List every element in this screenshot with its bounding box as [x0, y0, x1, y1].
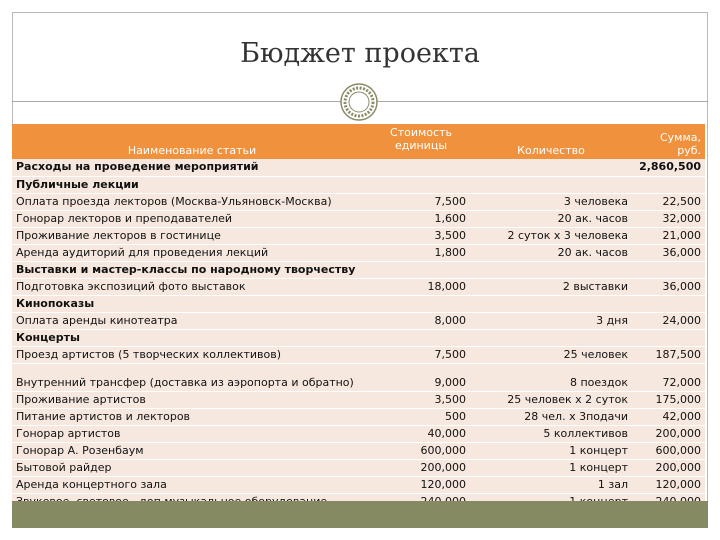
- cell-name: Публичные лекции: [12, 176, 372, 193]
- cell-unit-cost: [372, 329, 470, 346]
- table-row: [12, 312, 705, 329]
- cell-sum: [632, 176, 705, 193]
- cell-name: Аренда аудиторий для проведения лекций: [12, 244, 372, 261]
- budget-table: [12, 124, 705, 511]
- cell-name: Питание артистов и лекторов: [12, 408, 372, 425]
- cell-quantity: 20 ак. часов: [470, 244, 632, 261]
- table-row: [12, 176, 705, 193]
- cell-unit-cost: [372, 261, 470, 278]
- cell-unit-cost: 1,800: [372, 244, 470, 261]
- cell-name: Бытовой райдер: [12, 459, 372, 476]
- cell-name: Гонорар артистов: [12, 425, 372, 442]
- slide-title: Бюджет проекта: [240, 38, 480, 69]
- cell-unit-cost: 7,500: [372, 346, 470, 363]
- cell-quantity: [470, 329, 632, 346]
- table-row: [12, 261, 705, 278]
- cell-unit-cost: 1,600: [372, 210, 470, 227]
- cell-name: Кинопоказы: [12, 295, 372, 312]
- wreath-emblem-icon: [339, 82, 379, 122]
- cell-sum: 200,000: [632, 425, 705, 442]
- cell-unit-cost: 500: [372, 408, 470, 425]
- table-header-row: [12, 124, 705, 159]
- cell-quantity: 8 поездок: [470, 363, 632, 391]
- cell-name: Оплата проезда лекторов (Москва-Ульяновск-Москва): [12, 193, 372, 210]
- cell-unit-cost: 3,500: [372, 391, 470, 408]
- table-row: [12, 363, 705, 391]
- cell-name: Подготовка экспозиций фото выставок: [12, 278, 372, 295]
- cell-quantity: 1 концерт: [470, 442, 632, 459]
- cell-quantity: [470, 295, 632, 312]
- cell-sum: [632, 261, 705, 278]
- cell-quantity: [470, 159, 632, 176]
- table-body: [12, 159, 705, 510]
- cell-unit-cost: 9,000: [372, 363, 470, 391]
- cell-quantity: [470, 176, 632, 193]
- cell-unit-cost: 8,000: [372, 312, 470, 329]
- cell-sum: 21,000: [632, 227, 705, 244]
- cell-sum: 36,000: [632, 244, 705, 261]
- cell-sum: 22,500: [632, 193, 705, 210]
- cell-unit-cost: 600,000: [372, 442, 470, 459]
- table-row: [12, 442, 705, 459]
- cell-name: Выставки и мастер-классы по народному творчеству: [12, 261, 372, 278]
- cell-sum: [632, 295, 705, 312]
- table-row: [12, 408, 705, 425]
- cell-sum: 72,000: [632, 363, 705, 391]
- cell-unit-cost: 40,000: [372, 425, 470, 442]
- table-row: [12, 278, 705, 295]
- cell-sum: 120,000: [632, 476, 705, 493]
- table-row: [12, 210, 705, 227]
- table-row: [12, 346, 705, 363]
- cell-name: Оплата аренды кинотеатра: [12, 312, 372, 329]
- cell-sum: 24,000: [632, 312, 705, 329]
- cell-quantity: 28 чел. х 3подачи: [470, 408, 632, 425]
- table-row: [12, 425, 705, 442]
- cell-unit-cost: [372, 159, 470, 176]
- cell-quantity: 2 выставки: [470, 278, 632, 295]
- cell-unit-cost: [372, 176, 470, 193]
- table-row: [12, 391, 705, 408]
- cell-quantity: 3 дня: [470, 312, 632, 329]
- cell-unit-cost: 120,000: [372, 476, 470, 493]
- cell-name: Аренда концертного зала: [12, 476, 372, 493]
- cell-sum: 36,000: [632, 278, 705, 295]
- cell-sum: 600,000: [632, 442, 705, 459]
- cell-sum: 175,000: [632, 391, 705, 408]
- cell-unit-cost: 200,000: [372, 459, 470, 476]
- footer-band: [12, 501, 708, 528]
- header-name: Наименование статьи: [12, 124, 372, 159]
- cell-name: Проживание артистов: [12, 391, 372, 408]
- cell-quantity: 2 суток х 3 человека: [470, 227, 632, 244]
- cell-quantity: 1 зал: [470, 476, 632, 493]
- cell-sum: 32,000: [632, 210, 705, 227]
- cell-name: Расходы на проведение мероприятий: [12, 159, 372, 176]
- header-quantity: Количество: [470, 124, 632, 159]
- cell-quantity: 25 человек х 2 суток: [470, 391, 632, 408]
- cell-quantity: 25 человек: [470, 346, 632, 363]
- cell-unit-cost: 18,000: [372, 278, 470, 295]
- table-row: [12, 476, 705, 493]
- cell-name: Гонорар лекторов и преподавателей: [12, 210, 372, 227]
- cell-unit-cost: [372, 295, 470, 312]
- cell-name: Проживание лекторов в гостинице: [12, 227, 372, 244]
- cell-unit-cost: 7,500: [372, 193, 470, 210]
- header-sum: Сумма, руб.: [632, 124, 705, 159]
- cell-name: Концерты: [12, 329, 372, 346]
- cell-name: Внутренний трансфер (доставка из аэропорта и обратно): [12, 363, 372, 391]
- table-row: [12, 193, 705, 210]
- cell-sum: 2,860,500: [632, 159, 705, 176]
- table-row: [12, 244, 705, 261]
- cell-quantity: 3 человека: [470, 193, 632, 210]
- table-row: [12, 159, 705, 176]
- header-unit-cost: Стоимость единицы: [372, 124, 470, 159]
- cell-quantity: 5 коллективов: [470, 425, 632, 442]
- cell-sum: [632, 329, 705, 346]
- cell-quantity: 1 концерт: [470, 459, 632, 476]
- cell-unit-cost: 3,500: [372, 227, 470, 244]
- cell-sum: 42,000: [632, 408, 705, 425]
- table-row: [12, 295, 705, 312]
- cell-quantity: 20 ак. часов: [470, 210, 632, 227]
- table-row: [12, 329, 705, 346]
- cell-name: Проезд артистов (5 творческих коллективов): [12, 346, 372, 363]
- cell-quantity: [470, 261, 632, 278]
- table-row: [12, 459, 705, 476]
- cell-name: Гонорар А. Розенбаум: [12, 442, 372, 459]
- table-row: [12, 227, 705, 244]
- cell-sum: 200,000: [632, 459, 705, 476]
- cell-sum: 187,500: [632, 346, 705, 363]
